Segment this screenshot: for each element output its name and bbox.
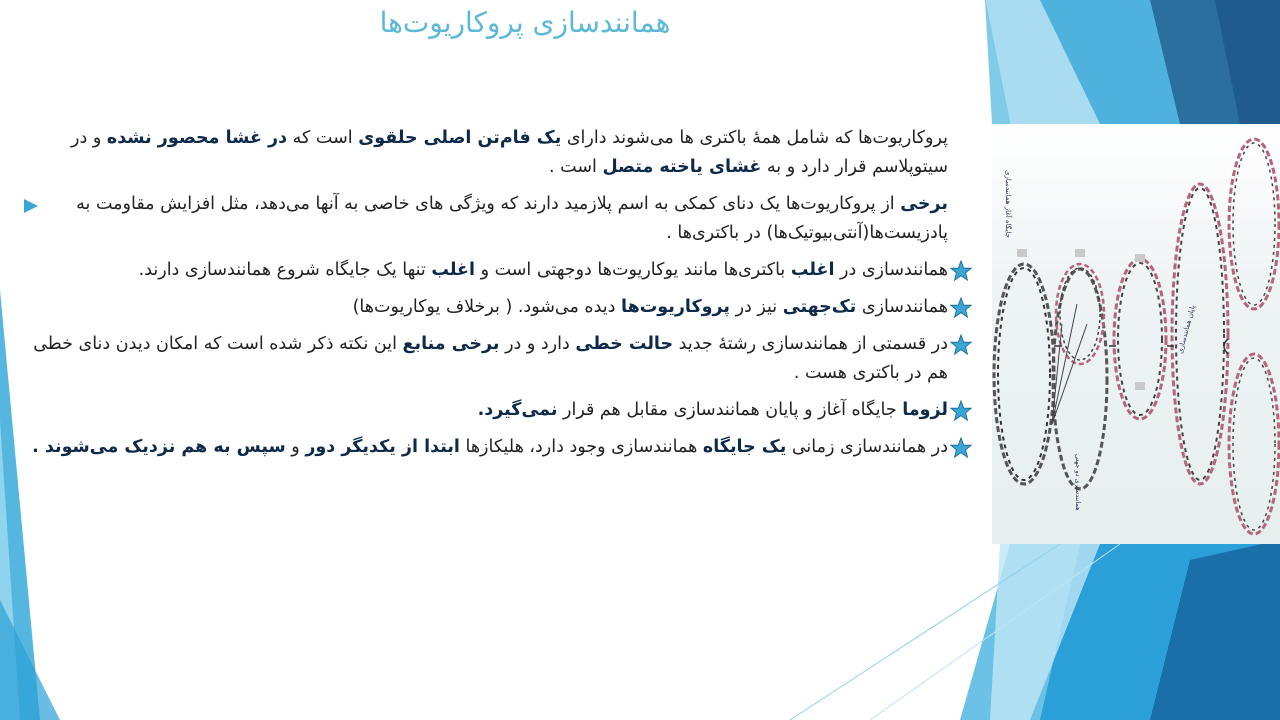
bold-text: لزوما bbox=[902, 400, 948, 420]
text-run: است . bbox=[549, 157, 603, 177]
text-run: و bbox=[285, 437, 306, 457]
text-run: باکتری‌ها مانند یوکاریوت‌ها دوجهتی است و bbox=[475, 260, 791, 280]
star-bullet-icon bbox=[950, 297, 972, 319]
text-run: جایگاه آغاز و پایان همانندسازی مقابل هم قرار bbox=[557, 400, 903, 420]
bold-text: تک‌جهتی bbox=[782, 297, 857, 317]
text-run: تنها یک جایگاه شروع همانندسازی دارند. bbox=[138, 260, 432, 280]
dna-ring-6 bbox=[1229, 354, 1279, 534]
paragraph-3 bbox=[16, 256, 948, 285]
star-bullet-icon bbox=[950, 437, 972, 459]
paragraph-5 bbox=[16, 330, 948, 388]
paragraph-1 bbox=[16, 124, 948, 182]
paragraph-6 bbox=[16, 396, 948, 425]
dna-ring-3 bbox=[1114, 259, 1166, 419]
figure-label-bidirectional: همانندسازی دو جهتی bbox=[1074, 454, 1082, 511]
text-run: پروکاریوت‌ها که شامل همهٔ باکتری ها می‌شوند دارای bbox=[561, 128, 948, 148]
figure-label-origin: جایگاه آغاز همانندسازی bbox=[1004, 170, 1012, 239]
dna-ring-1 bbox=[994, 264, 1054, 484]
text-run: از پروکاریوت‌ها یک دنای کمکی به اسم پلازمید دارند که ویژگی های خاصی به آنها می‌دهد، مثل افزایش مقاومت به پادزیست‌ها(آنتی‌بیوتیک‌ها) در باکتری‌ها . bbox=[76, 194, 948, 243]
text-run: و در سیتوپلاسم قرار دارد و به bbox=[71, 128, 948, 177]
bold-text: سپس به هم نزدیک می‌شوند . bbox=[32, 437, 286, 457]
bold-text: ابتدا از یکدیگر دور bbox=[305, 437, 460, 457]
plasmid-replication-diagram bbox=[992, 124, 1280, 544]
bold-text: در غشا محصور نشده bbox=[106, 128, 288, 148]
text-run: همانندسازی وجود دارد، هلیکازها bbox=[459, 437, 703, 457]
bold-text: اغلب bbox=[790, 260, 835, 280]
text-run: همانندسازی bbox=[856, 297, 948, 317]
star-bullet-icon bbox=[950, 260, 972, 282]
bold-text: پروکاریوت‌ها bbox=[621, 297, 730, 317]
text-run: همانندسازی در bbox=[834, 260, 948, 280]
text-run: در همانندسازی زمانی bbox=[786, 437, 948, 457]
text-run: دیده می‌شود. ( برخلاف یوکاریوت‌ها) bbox=[352, 297, 621, 317]
paragraph-4 bbox=[16, 293, 948, 322]
text-run: دارد و در bbox=[499, 334, 576, 354]
bold-text: یک فام‌تن اصلی حلقوی bbox=[358, 128, 562, 148]
bold-text: برخی منابع bbox=[402, 334, 500, 354]
triangle-bullet-icon bbox=[22, 197, 40, 215]
bold-text: اغلب bbox=[431, 260, 475, 280]
star-bullet-icon bbox=[950, 334, 972, 356]
bold-text: حالت خطی bbox=[575, 334, 674, 354]
bold-text: نمی‌گیرد. bbox=[477, 400, 558, 420]
bold-text: غشای یاخته متصل bbox=[602, 157, 762, 177]
slide-title: همانندسازی پروکاریوت‌ها bbox=[379, 6, 671, 39]
text-run: در قسمتی از همانندسازی رشتهٔ جدید bbox=[673, 334, 948, 354]
text-run: است که bbox=[287, 128, 359, 148]
bold-text: یک جایگاه bbox=[702, 437, 787, 457]
paragraph-7 bbox=[16, 433, 948, 462]
replication-figure bbox=[992, 124, 1280, 544]
text-run: این نکته ذکر شده است که امکان دیدن دنای خطی هم در باکتری هست . bbox=[33, 334, 948, 383]
star-bullet-icon bbox=[950, 400, 972, 422]
text-run: نیز در bbox=[730, 297, 783, 317]
dna-ring-5 bbox=[1229, 139, 1279, 309]
figure-label-end: پایان همانندسازی bbox=[1176, 304, 1197, 355]
slide-body bbox=[16, 124, 948, 470]
bold-text: برخی bbox=[900, 194, 948, 214]
paragraph-2 bbox=[16, 190, 948, 248]
